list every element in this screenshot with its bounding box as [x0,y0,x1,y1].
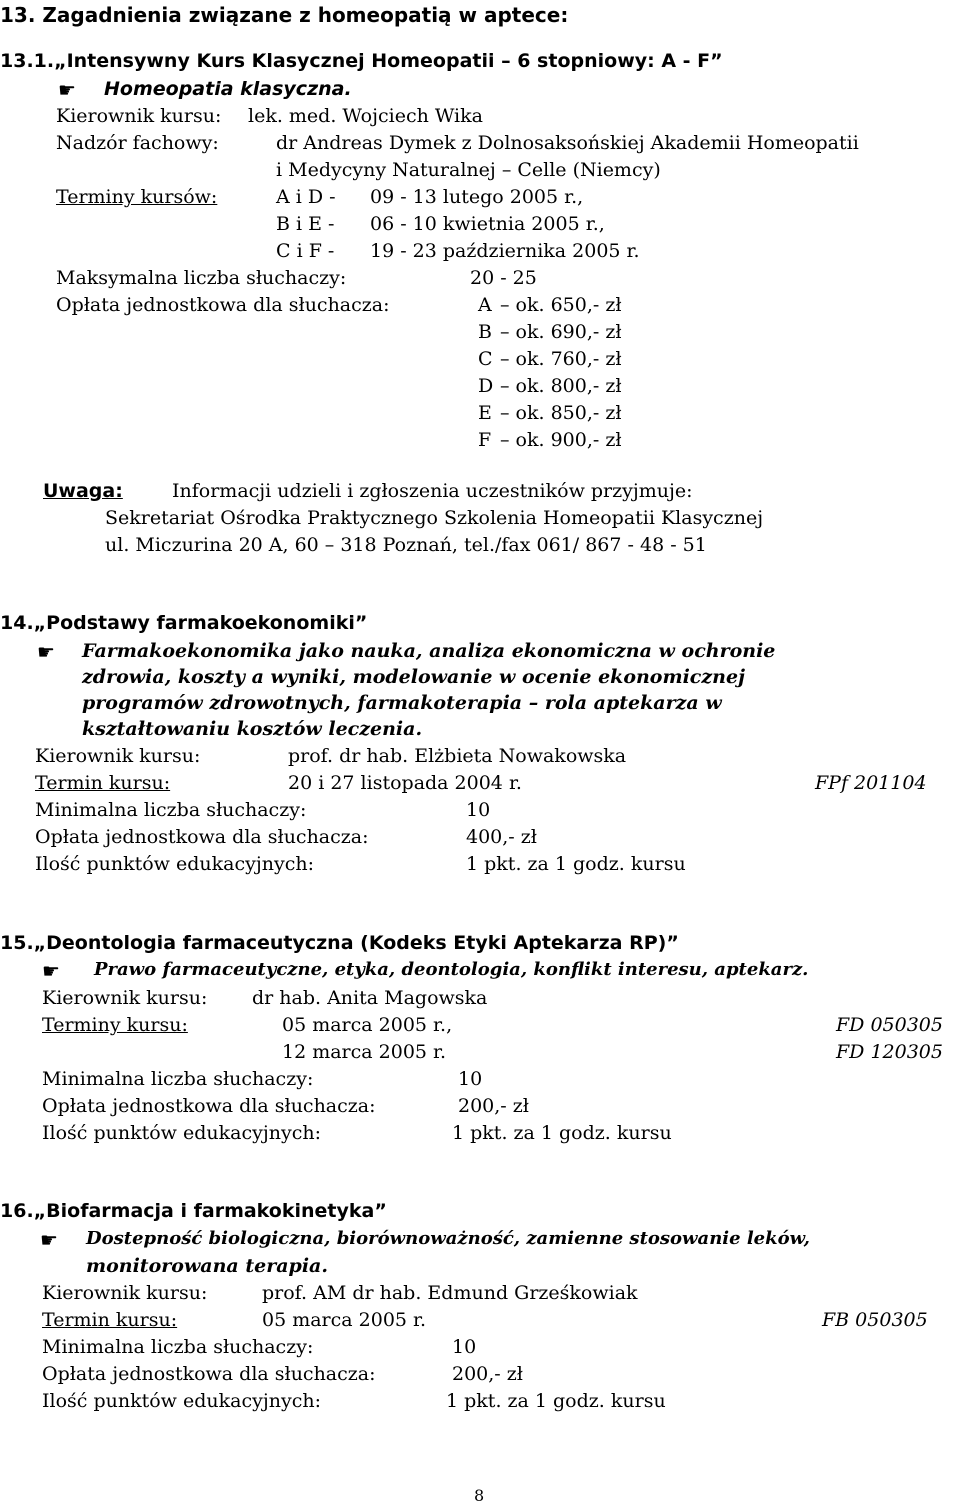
fee-label: Opłata jednostkowa dla słuchacza: [42,1095,376,1117]
director-value: prof. AM dr hab. Edmund Grześkowiak [262,1282,638,1304]
fee-level: A [478,294,492,316]
terms-label: Terminy kursu: [42,1014,188,1036]
page-number: 8 [474,1486,485,1505]
min-participants-value: 10 [466,799,491,821]
section-16-heading: 16.„Biofarmacja i farmakokinetyka” [0,1200,387,1222]
section-13-heading: 13. Zagadnienia związane z homeopatią w aptece: [0,3,569,27]
director-label: Kierownik kursu: [35,745,201,767]
fee-level: B [478,321,492,343]
fee-amount: – ok. 650,- zł [500,294,622,316]
term-dates: 19 - 23 października 2005 r. [370,240,640,262]
term-value: 05 marca 2005 r. [262,1309,427,1331]
director-value: lek. med. Wojciech Wika [248,105,483,127]
min-participants-label: Minimalna liczba słuchaczy: [42,1336,314,1358]
fee-level: C [478,348,493,370]
points-label: Ilość punktów edukacyjnych: [42,1122,321,1144]
term-value: 05 marca 2005 r., [282,1014,453,1036]
term-dates: 06 - 10 kwietnia 2005 r., [370,213,605,235]
min-participants-label: Minimalna liczba słuchaczy: [35,799,307,821]
min-participants-value: 10 [452,1336,477,1358]
section-14-description: programów zdrowotnych, farmakoterapia – rola aptekarza w [82,692,722,714]
director-value: prof. dr hab. Elżbieta Nowakowska [288,745,627,767]
fee-label: Opłata jednostkowa dla słuchacza: [56,294,390,316]
term-group: C i F - [276,240,335,262]
pointing-hand-icon: ☛ [42,959,60,983]
term-label: Termin kursu: [42,1309,178,1331]
fee-value: 200,- zł [458,1095,529,1117]
fee-amount: – ok. 850,- zł [500,402,622,424]
note-line-2: Sekretariat Ośrodka Praktycznego Szkolenia Homeopatii Klasycznej [105,507,764,529]
fee-amount: – ok. 900,- zł [500,429,622,451]
term-label: Termin kursu: [35,772,171,794]
section-14-description: kształtowaniu kosztów leczenia. [82,718,423,740]
fee-label: Opłata jednostkowa dla słuchacza: [35,826,369,848]
course-code: FB 050305 [822,1309,928,1331]
director-label: Kierownik kursu: [56,105,222,127]
section-14-heading: 14.„Podstawy farmakoekonomiki” [0,612,368,634]
course-13-1-title: 13.1.„Intensywny Kurs Klasycznej Homeopatii – 6 stopniowy: A - F” [0,50,723,72]
max-participants-label: Maksymalna liczba słuchaczy: [56,267,347,289]
term-value: 12 marca 2005 r. [282,1041,447,1063]
fee-label: Opłata jednostkowa dla słuchacza: [42,1363,376,1385]
points-value: 1 pkt. za 1 godz. kursu [452,1122,672,1144]
fee-value: 400,- zł [466,826,537,848]
max-participants-value: 20 - 25 [470,267,537,289]
fee-level: F [478,429,492,451]
fee-amount: – ok. 760,- zł [500,348,622,370]
section-16-description: monitorowana terapia. [86,1255,328,1277]
fee-value: 200,- zł [452,1363,523,1385]
course-code: FD 120305 [836,1041,943,1063]
min-participants-value: 10 [458,1068,483,1090]
section-15-heading: 15.„Deontologia farmaceutyczna (Kodeks Etyki Aptekarza RP)” [0,932,679,954]
supervision-label: Nadzór fachowy: [56,132,219,154]
min-participants-label: Minimalna liczba słuchaczy: [42,1068,314,1090]
pointing-hand-icon: ☛ [58,78,76,102]
points-value: 1 pkt. za 1 godz. kursu [466,853,686,875]
term-group: B i E - [276,213,335,235]
pointing-hand-icon: ☛ [37,640,55,664]
fee-level: D [478,375,494,397]
supervision-line-1: dr Andreas Dymek z Dolnosaksońskiej Akademii Homeopatii [276,132,859,154]
director-label: Kierownik kursu: [42,987,208,1009]
course-13-1-topic: Homeopatia klasyczna. [104,78,352,100]
section-15-description: Prawo farmaceutyczne, etyka, deontologia, konflikt interesu, aptekarz. [94,959,809,980]
note-line-1: Informacji udzieli i zgłoszenia uczestników przyjmuje: [172,480,693,502]
director-label: Kierownik kursu: [42,1282,208,1304]
director-value: dr hab. Anita Magowska [252,987,488,1009]
term-value: 20 i 27 listopada 2004 r. [288,772,522,794]
section-14-description: Farmakoekonomika jako nauka, analiza ekonomiczna w ochronie [82,640,776,662]
pointing-hand-icon: ☛ [40,1228,58,1252]
fee-level: E [478,402,492,424]
supervision-line-2: i Medycyny Naturalnej – Celle (Niemcy) [276,159,661,181]
note-line-3: ul. Miczurina 20 A, 60 – 318 Poznań, tel./fax 061/ 867 - 48 - 51 [105,534,707,556]
course-code: FPf 201104 [815,772,927,794]
terms-label: Terminy kursów: [56,186,218,208]
points-label: Ilość punktów edukacyjnych: [42,1390,321,1412]
points-value: 1 pkt. za 1 godz. kursu [446,1390,666,1412]
term-group: A i D - [276,186,336,208]
note-label: Uwaga: [43,480,123,502]
term-dates: 09 - 13 lutego 2005 r., [370,186,584,208]
course-code: FD 050305 [836,1014,943,1036]
fee-amount: – ok. 800,- zł [500,375,622,397]
points-label: Ilość punktów edukacyjnych: [35,853,314,875]
section-14-description: zdrowia, koszty a wyniki, modelowanie w ocenie ekonomicznej [82,666,745,688]
fee-amount: – ok. 690,- zł [500,321,622,343]
section-16-description: Dostepność biologiczna, biorównoważność, zamienne stosowanie leków, [86,1228,810,1249]
